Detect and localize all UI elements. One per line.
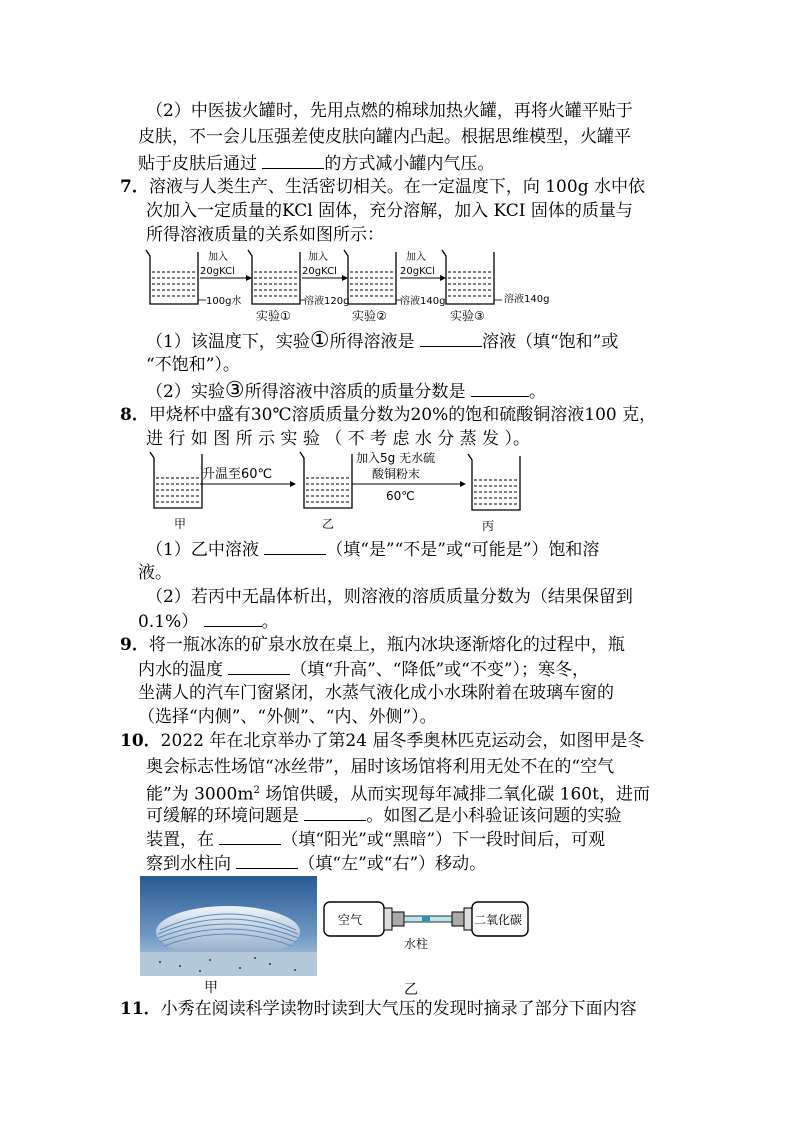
add-label-3: 加入 <box>406 252 426 263</box>
q8-line2: 进 行 如 图 所 示 实 验 （ 不 考 虑 水 分 蒸 发 ）。 <box>146 429 530 449</box>
temp-label: 60℃ <box>386 489 415 503</box>
q9-line2: 内水的温度 （填“升高”、“降低”或“不变”）；寒冬， <box>138 660 590 680</box>
q8-part1-line1: （1）乙中溶液 （填“是”“不是”或“可能是”）饱和溶 <box>146 540 600 560</box>
exp-label-1: 实验① <box>256 309 291 323</box>
answer-blank[interactable] <box>304 804 366 821</box>
q8-figure <box>140 446 560 536</box>
beaker-label-yi: 乙 <box>322 517 335 531</box>
co2-label: 二氧化碳 <box>474 913 523 927</box>
add-label-1: 加入 <box>208 252 228 263</box>
bottle-cap <box>464 908 472 930</box>
q7-line3: 所得溶液质量的关系如图所示： <box>146 225 384 245</box>
stopper <box>392 912 404 926</box>
water-column-label: 水柱 <box>404 937 429 951</box>
beaker-exp3 <box>442 250 502 304</box>
beaker-jia <box>150 452 202 508</box>
q7-part2: （2）实验③所得溶液中溶质的质量分数是 。 <box>146 378 546 403</box>
q10-line1: 10．2022 年在北京举办了第24 届冬季奥林匹克运动会，如图甲是冬 <box>120 731 645 751</box>
solution-label-2: 溶液140g <box>400 296 446 307</box>
beaker-water <box>146 250 206 304</box>
q9-line1: 9．将一瓶冰冻的矿泉水放在桌上，瓶内冰块逐渐熔化的过程中，瓶 <box>120 635 625 655</box>
arrow-head <box>460 481 466 487</box>
q6-2-line1: （2）中医拔火罐时，先用点燃的棉球加热火罐，再将火罐平贴于 <box>146 101 633 121</box>
q10-line2: 奥会标志性场馆“冰丝带”，届时该场馆将利用无处不在的“空气 <box>146 757 615 777</box>
stopper <box>452 912 464 926</box>
bottle-cap <box>384 908 392 930</box>
ice-ribbon-stadium-image <box>140 876 317 976</box>
q10-line4: 可缓解的环境问题是 。如图乙是小科验证该问题的实验 <box>146 806 622 826</box>
figure-jia-label: 甲 <box>204 980 218 996</box>
answer-blank[interactable] <box>262 152 324 169</box>
arrow-head <box>290 481 296 487</box>
air-label: 空气 <box>338 913 363 927</box>
answer-blank[interactable] <box>420 330 482 347</box>
arrow-head <box>342 275 348 281</box>
q10-line3: 能”为 $3000m^2$ 场馆供暖，从而实现每年减排二氧化碳 160t，进而 <box>146 784 650 805</box>
q8-part2-line2: 0.1%） 。 <box>138 612 279 632</box>
beaker-label-jia: 甲 <box>174 517 187 531</box>
answer-blank[interactable] <box>204 610 262 627</box>
q11-line1: 11．小秀在阅读科学读物时读到大气压的发现时摘录了部分下面内容 <box>120 999 637 1019</box>
amount-label-3: 20gKCl <box>400 266 435 277</box>
heat-label: 升温至60℃ <box>202 467 273 482</box>
beaker-yi <box>300 452 352 508</box>
powder-label: 酸铜粉末 <box>372 467 421 481</box>
beaker-exp1 <box>248 250 306 304</box>
q7-line1: 7．溶液与人类生产、生活密切相关。在一定温度下，向 100g 水中依 <box>120 177 645 197</box>
answer-blank[interactable] <box>471 380 529 397</box>
water-label: 100g水 <box>206 296 242 307</box>
q9-line4: （选择“内侧”、“外侧”、“内、外侧”）。 <box>138 707 437 727</box>
q6-2-line3: 贴于皮肤后通过 的方式减小罐内气压。 <box>138 154 495 174</box>
q8-part1-line2: 液。 <box>138 563 172 583</box>
q7-part1-line1: （1）该温度下，实验①所得溶液是 溶液（填“饱和”或 <box>146 328 619 353</box>
answer-blank[interactable] <box>236 852 298 869</box>
answer-blank[interactable] <box>219 828 281 845</box>
q6-2-line2: 皮肤，不一会儿压强差使皮肤向罐内凸起。根据思维模型，火罐平 <box>138 127 631 147</box>
q10-apparatus-figure <box>322 884 532 964</box>
arrow-head <box>440 275 446 281</box>
q10-line5: 装置，在 （填“阳光”或“黑暗”）下一段时间后，可观 <box>146 830 606 850</box>
add-powder-label: 加入5g 无水硫 <box>356 451 436 465</box>
exp-label-3: 实验③ <box>450 309 485 323</box>
q7-line2: 次加入一定质量的KCl 固体，充分溶解，加入 KCI 固体的质量与 <box>146 201 633 221</box>
amount-label-1: 20gKCl <box>200 266 235 277</box>
arrow-head <box>246 275 252 281</box>
answer-blank[interactable] <box>228 658 290 675</box>
q7-figure <box>140 244 560 326</box>
beaker-label-bing: 丙 <box>482 519 495 533</box>
water-column <box>422 916 430 922</box>
exp-label-2: 实验② <box>352 309 387 323</box>
beaker-bing <box>468 454 520 510</box>
q8-line1: 8．甲烧杯中盛有30℃溶质质量分数为20%的饱和硫酸铜溶液100 克， <box>120 405 657 425</box>
amount-label-2: 20gKCl <box>302 266 337 277</box>
q7-part1-line2: “不饱和”）。 <box>146 355 240 375</box>
q8-part2-line1: （2）若丙中无晶体析出，则溶液的溶质质量分数为（结果保留到 <box>146 587 633 607</box>
q9-line3: 坐满人的汽车门窗紧闭，水蒸气液化成小水珠附着在玻璃车窗的 <box>138 683 614 703</box>
beaker-exp2 <box>344 250 402 304</box>
figure-yi-label: 乙 <box>404 982 418 998</box>
add-label-2: 加入 <box>308 252 328 263</box>
solution-label-3: 溶液140g <box>504 294 550 305</box>
solution-label-1: 溶液120g <box>304 296 350 307</box>
q10-line6: 察到水柱向 （填“左”或“右”）移动。 <box>146 854 487 874</box>
answer-blank[interactable] <box>264 538 326 555</box>
